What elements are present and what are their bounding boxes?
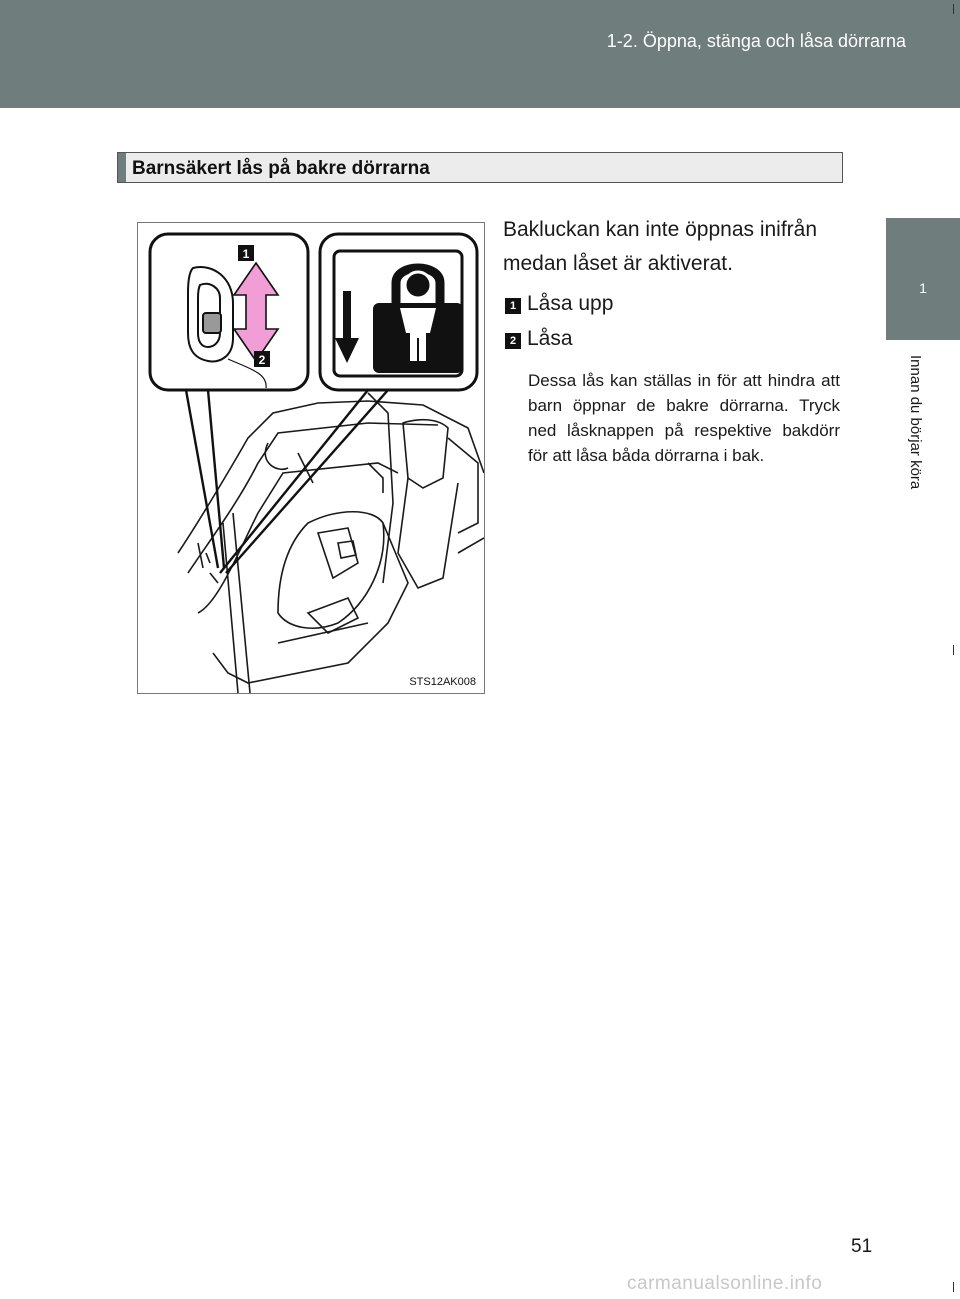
item-label: Låsa bbox=[527, 327, 573, 350]
chapter-tab[interactable] bbox=[886, 218, 960, 340]
chapter-title: 1-2. Öppna, stänga och låsa dörrarna bbox=[606, 31, 906, 51]
crop-mark bbox=[953, 645, 954, 655]
item-label: Låsa upp bbox=[527, 292, 614, 315]
page-number: 51 bbox=[851, 1236, 873, 1257]
section-heading-bar bbox=[117, 152, 843, 183]
callout-1-number: 1 bbox=[242, 247, 250, 261]
section-title: Barnsäkert lås på bakre dörrarna bbox=[132, 158, 430, 179]
chapter-side-label: Innan du börjar köra bbox=[907, 355, 924, 490]
watermark-text: carmanualsonline.info bbox=[627, 1273, 823, 1294]
item-number-badge: 2 bbox=[505, 333, 521, 349]
door-illustration-svg bbox=[138, 223, 484, 693]
child-lock-icon bbox=[334, 251, 463, 376]
note-paragraph: Dessa lås kan ställas in för att hindra att barn öppnar de bakre dörrarna. Tryck ned låsknappen på respektive bakdörr för att låsa båda dörrarna i bak. bbox=[528, 371, 840, 465]
figure-code: STS12AK008 bbox=[409, 676, 476, 688]
item-number-badge: 1 bbox=[505, 298, 521, 314]
section-accent bbox=[118, 153, 126, 182]
crop-mark bbox=[953, 1282, 954, 1292]
door-lock-illustration bbox=[137, 222, 485, 694]
intro-paragraph: Bakluckan kan inte öppnas inifrån medan låset är aktiverat. bbox=[503, 218, 818, 275]
chapter-tab-number: 1 bbox=[919, 280, 927, 296]
header-band bbox=[0, 0, 960, 108]
callout-2-number: 2 bbox=[258, 353, 266, 367]
crop-mark bbox=[953, 4, 954, 14]
